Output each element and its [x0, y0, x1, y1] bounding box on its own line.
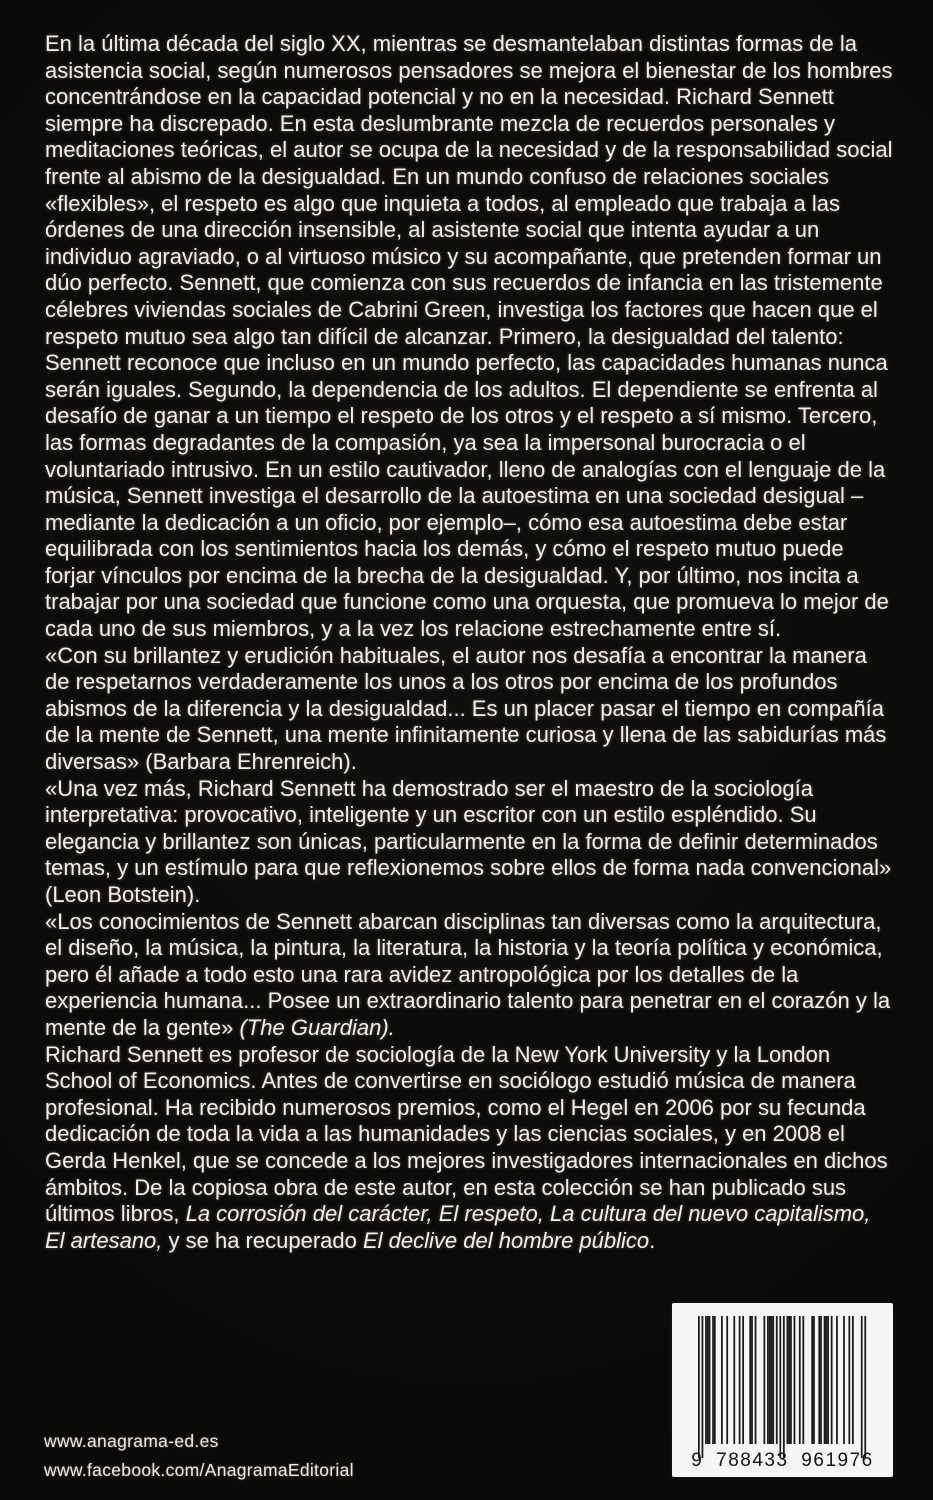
- barcode-bars-icon: [698, 1316, 867, 1463]
- footer-links: [44, 1427, 354, 1485]
- publisher-facebook-url: www.facebook.com/AnagramaEditorial: [44, 1460, 354, 1480]
- paragraph: En la última década del siglo XX, mientras se desmantelaban distintas formas de la asistencia social, según numerosos pensadores se mejora el bienestar de los hombres concentrándose en la capacidad potencial y no en la necesidad. Richard Sennett siempre ha discrepado. En esta deslumbrante mezcla de recuerdos personales y meditaciones teóricas, el autor se ocupa de la necesidad y de la responsabilidad social frente al abismo de la desigualdad. En un mundo confuso de relaciones sociales «flexibles», el respeto es algo que inquieta a todos, al empleado que trabaja a las órdenes de una dirección insensible, al asistente social que intenta ayudar a un individuo agraviado, o al virtuoso músico y su acompañante, que pretenden formar un dúo perfecto. Sennett, que comienza con sus recuerdos de infancia en las tristemente célebres viviendas sociales de Cabrini Green, investiga los factores que hacen que el respeto mutuo sea algo tan difícil de alcanzar. Primero, la desigualdad del talento: Sennett reconoce que incluso en un mundo perfecto, las capacidades humanas nunca serán iguales. Segundo, la dependencia de los adultos. El dependiente se enfrenta al desafío de ganar a un tiempo el respeto de los otros y el respeto a sí mismo. Tercero, las formas degradantes de la compasión, ya sea la impersonal burocracia o el voluntariado intrusivo. En un estilo cautivador, lleno de analogías con el lenguaje de la música, Sennett investiga el desarrollo de la autoestima en una sociedad desigual –mediante la dedicación a un oficio, por ejemplo–, cómo esa autoestima debe estar equilibrada con los sentimientos hacia los demás, y cómo el respeto mutuo puede forjar vínculos por encima de la brecha de la desigualdad. Y, por último, nos incita a trabajar por una sociedad que funcione como una orquesta, que promueva lo mejor de cada uno de sus miembros, y a la vez los relacione estrechamente entre sí.: [45, 31, 893, 642]
- isbn-number: 9 788433 961976: [691, 1450, 874, 1471]
- paragraph: «Una vez más, Richard Sennett ha demostrado ser el maestro de la sociología interpretativa: provocativo, inteligente y un escritor con un estilo espléndido. Su elegancia y brillantez son únicas, particularmente en la forma de definir determinados temas, y un estímulo para que reflexionemos sobre ellos de forma nada convencional» (Leon Botstein).: [45, 775, 892, 907]
- paragraph: «Los conocimientos de Sennett abarcan disciplinas tan diversas como la arquitectura, el diseño, la música, la pintura, la literatura, la historia y la teoría política y económica, pero él añade a todo esto una rara avidez antropológica por los detalles de la experiencia humana... Posee un extraordinario talento para penetrar en el corazón y la mente de la gente» (The Guardian).: [45, 908, 891, 1040]
- paragraph: Richard Sennett es profesor de sociología de la New York University y la London School of Economics. Antes de convertirse en sociólogo estudió música de manera profesional. Ha recibido numerosos premios, como el Hegel en 2006 por su fecunda dedicación de toda la vida a las humanidades y las ciencias sociales, y en 2008 el Gerda Henkel, que se concede a los mejores investigadores internacionales en dichos ámbitos. De la copiosa obra de este autor, en esta colección se han publicado sus últimos libros, La corrosión del carácter, El respeto, La cultura del nuevo capitalismo, El artesano, y se ha recuperado El declive del hombre público.: [45, 1041, 888, 1253]
- paragraph: «Con su brillantez y erudición habituales, el autor nos desafía a encontrar la manera de respetarnos verdaderamente los unos a los otros por encima de los profundos abismos de la diferencia y la desigualdad... Es un placer pasar el tiempo en compañía de la mente de Sennett, una mente infinitamente curiosa y llena de las sabidurías más diversas» (Barbara Ehrenreich).: [45, 642, 887, 775]
- back-cover-text: [45, 31, 895, 1254]
- publisher-website-url: www.anagrama-ed.es: [44, 1431, 219, 1451]
- isbn-barcode: [672, 1303, 893, 1477]
